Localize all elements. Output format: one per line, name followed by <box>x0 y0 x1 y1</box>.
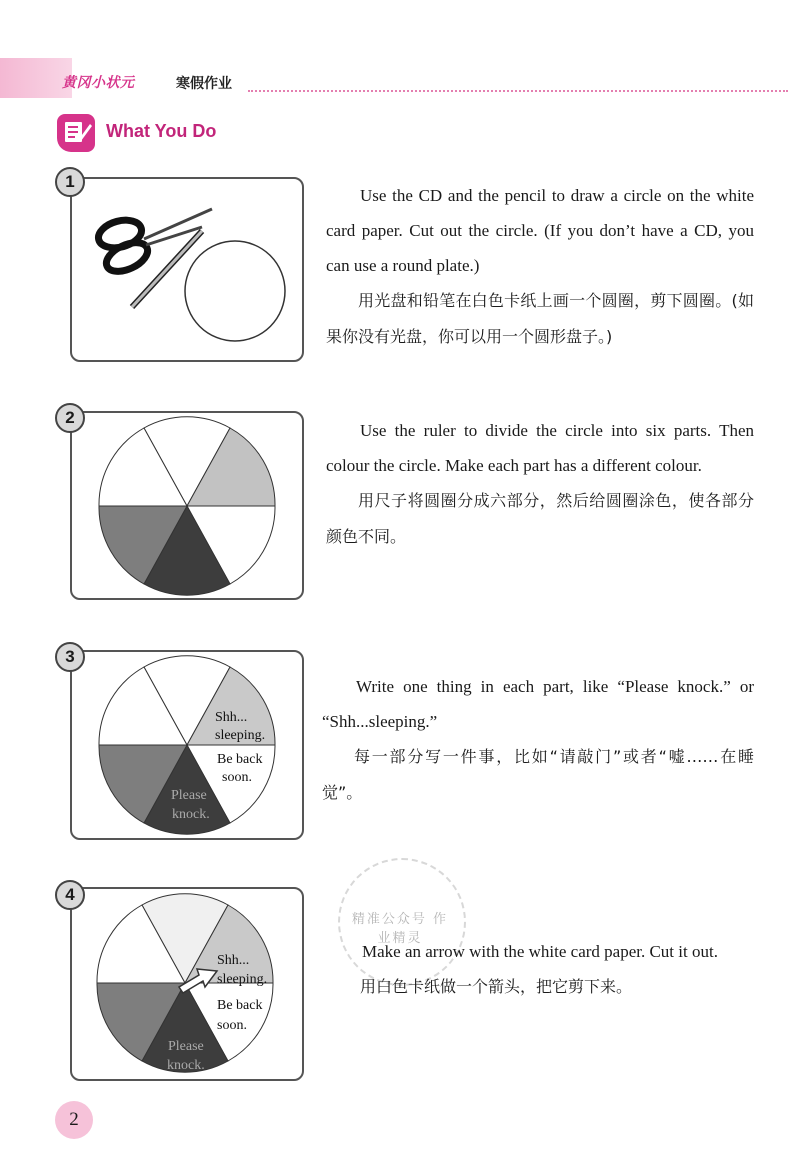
wheel-label: Be back <box>217 752 263 767</box>
wheel-label: Shh... <box>217 953 250 968</box>
step-number: 4 <box>55 880 85 910</box>
brand-logo: 黄冈小状元 <box>62 75 135 91</box>
page-number: 2 <box>55 1101 93 1139</box>
step-3-en: Write one thing in each part, like “Please knock.” or “Shh...sleeping.” <box>322 677 754 731</box>
header-divider <box>248 90 788 92</box>
step-number: 2 <box>55 403 85 433</box>
step-3-illustration <box>70 650 304 840</box>
step-4-text <box>328 934 756 1005</box>
wheel-label: knock. <box>172 807 210 822</box>
step-2-text <box>326 413 754 555</box>
step-number: 3 <box>55 642 85 672</box>
wheel-label: Please <box>168 1039 204 1054</box>
step-2-zh: 用尺子将圆圈分成六部分，然后给圆圈涂色，使各部分颜色不同。 <box>326 491 754 546</box>
step-1-text <box>326 178 754 355</box>
wheel-label: sleeping. <box>217 972 268 987</box>
wheel-label: knock. <box>167 1058 205 1073</box>
pencil-paper-icon <box>57 114 95 152</box>
wheel-label: soon. <box>217 1018 247 1033</box>
wheel-label: soon. <box>222 770 252 785</box>
step-1-zh: 用光盘和铅笔在白色卡纸上画一个圆圈，剪下圆圈。(如果你没有光盘，你可以用一个圆形盘子。) <box>326 291 754 346</box>
step-4-illustration <box>70 887 304 1081</box>
wheel-label: Shh... <box>215 710 248 725</box>
wheel-label: Please <box>171 788 207 803</box>
step-4-zh: 用白色卡纸做一个箭头，把它剪下来。 <box>360 977 633 996</box>
header-title: 寒假作业 <box>176 76 232 92</box>
step-2-en: Use the ruler to divide the circle into six parts. Then colour the circle. Make each part has a different colour. <box>326 421 754 475</box>
paper-circle <box>185 241 285 341</box>
section-title: What You Do <box>106 121 217 141</box>
step-3-text <box>322 669 754 811</box>
step-1-illustration <box>70 177 304 362</box>
wheel-label: sleeping. <box>215 728 266 743</box>
step-3-zh: 每一部分写一件事，比如“请敲门”或者“嘘……在睡觉”。 <box>322 747 754 802</box>
step-4-en: Make an arrow with the white card paper. Cut it out. <box>362 942 718 961</box>
step-2-illustration <box>70 411 304 600</box>
step-number: 1 <box>55 167 85 197</box>
wheel-label: Be back <box>217 998 263 1013</box>
watermark-text: 精准公众号 作业精灵 <box>351 912 449 946</box>
step-1-en: Use the CD and the pencil to draw a circle on the white card paper. Cut out the circle. (If you don’t have a CD, you can use a round plate.) <box>326 186 754 275</box>
